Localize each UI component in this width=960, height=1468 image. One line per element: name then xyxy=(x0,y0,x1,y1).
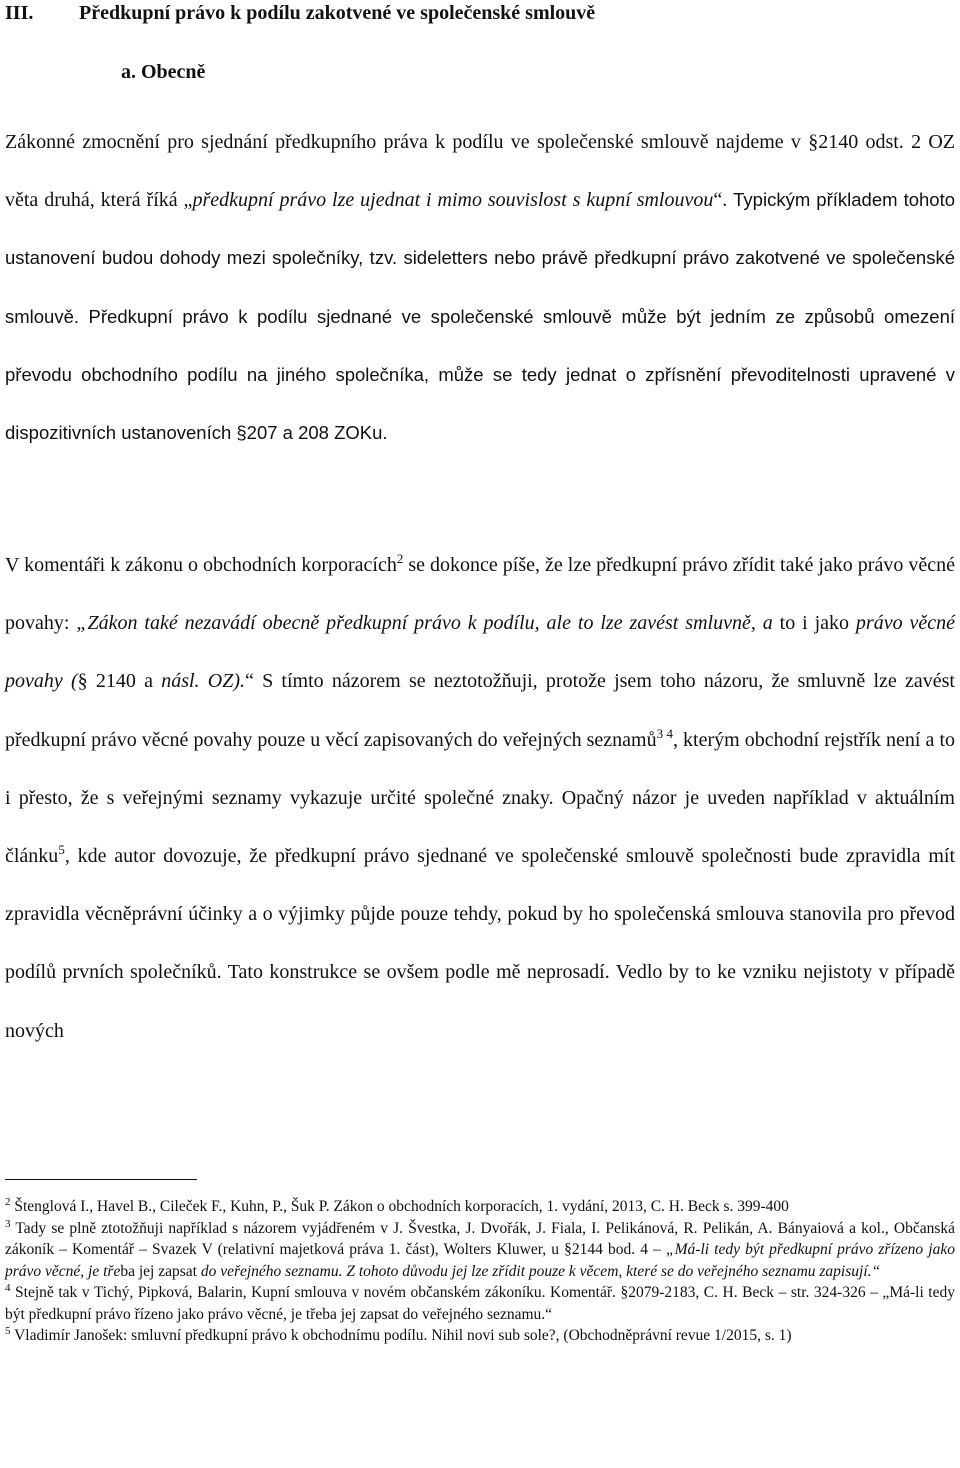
footnote-separator xyxy=(5,1179,197,1180)
paragraph-2-text-c: to i jako xyxy=(779,612,856,635)
paragraph-2-text-f: , kterým obchodní rejstřík není a to i přesto, že s veřejnými seznamy vykazuje určité společné znaky. Opačný názor je uveden například v aktuálním článku xyxy=(5,728,956,868)
footnote-5 xyxy=(5,1325,955,1347)
footnote-4 xyxy=(5,1282,955,1325)
paragraph-1-text-c: Typickým příkladem tohoto ustanovení budou dohody mezi společníky, tzv. sideletters nebo právě předkupní právo zakotvené ve společenské smlouvě. Předkupní právo k podílu sjednané ve společenské smlouvě může být jedním ze způsobů omezení převodu obchodního podílu na jiného společníka, může se tedy jednat o zpřísnění převoditelnosti upravené v dispozitivních ustanoveních §207 a 208 ZOKu. xyxy=(5,189,956,444)
footnote-ref-5[interactable]: 5 xyxy=(58,842,65,858)
paragraph-2 xyxy=(5,536,955,1060)
paragraph-1 xyxy=(5,113,955,462)
paragraph-1-text-b: “. xyxy=(713,189,734,212)
footnote-3 xyxy=(5,1218,955,1283)
footnote-2 xyxy=(5,1196,955,1218)
subsection-heading: a. Obecně xyxy=(121,61,206,83)
section-number: III. xyxy=(5,2,34,24)
footnote-4-text: Stejně tak v Tichý, Pipková, Balarin, Kupní smlouva v novém občanském zákoníku. Komentář. §2079-2183, C. H. Beck – str. 324-326 – „Má-li tedy být předkupní právo řízeno jako právo věcné, je třeba jej zapsat do veřejného seznamu.“ xyxy=(5,1284,955,1323)
footnote-5-number: 5 xyxy=(5,1325,11,1337)
footnote-ref-2[interactable]: 2 xyxy=(396,551,404,566)
footnote-ref-3-4[interactable]: 3 4 xyxy=(656,725,673,741)
footnote-4-number: 4 xyxy=(5,1282,11,1294)
footnote-3-number: 3 xyxy=(5,1217,11,1230)
paragraph-2-quote-c: násl. OZ). xyxy=(161,670,245,693)
section-title: Předkupní právo k podílu zakotvené ve společenské smlouvě xyxy=(79,2,596,24)
paragraph-2-text-g: , kde autor dovozuje, že předkupní právo sjednané ve společenské smlouvě společnosti bude zpravidla mít zpravidla věcněprávní účinky a o výjimky půjde pouze tehdy, pokud by ho společenská smlouva stanovila pro převod podílů prvních společníků. Tato konstrukce se ovšem podle mě neprosadí. Vedlo by to ke vzniku nejistoty v případě nových xyxy=(5,845,955,1042)
footnote-3-text-b: ba jej zapsat xyxy=(120,1262,201,1280)
paragraph-1-quote: předkupní právo lze ujednat i mimo souvislost s kupní smlouvou xyxy=(192,189,714,212)
paragraph-2-text-a: V komentáři k zákonu o obchodních korporacích xyxy=(5,554,397,576)
footnote-2-number: 2 xyxy=(5,1196,11,1208)
paragraph-2-quote-a: „Zákon také nezavádí obecně předkupní právo k podílu, ale to lze zavést smluvně, a xyxy=(76,612,780,635)
footnote-5-text: Vladimír Janošek: smluvní předkupní právo k obchodnímu podílu. Nihil novi sub sole?, (Obchodněprávní revue 1/2015, s. 1) xyxy=(10,1327,792,1344)
footnote-3-quote-b: do veřejného seznamu. Z tohoto důvodu jej lze zřídit pouze k věcem, které se do veřejného seznamu zapisují.“ xyxy=(200,1262,881,1280)
paragraph-2-quote-b: právo věcné povahy ( xyxy=(5,612,956,693)
paragraph-2-text-b: se dokonce píše, že lze předkupní právo zřídit také jako právo věcné povahy: xyxy=(5,554,955,635)
section-heading xyxy=(5,0,595,26)
paragraph-1-text-a: Zákonné zmocnění pro sjednání předkupního práva k podílu ve společenské smlouvě najdeme v §2140 odst. 2 OZ věta druhá, která říká „ xyxy=(5,131,955,212)
paragraph-2-text-e: “ S tímto názorem se neztotožňuji, protože jsem toho názoru, že smluvně lze zavést předkupní právo věcné povahy pouze u věcí zapisovaných do veřejných seznamů xyxy=(5,670,955,751)
paragraph-2-text-d: § 2140 a xyxy=(77,670,162,693)
footnote-2-text: Štenglová I., Havel B., Cileček F., Kuhn, P., Šuk P. Zákon o obchodních korporacích, 1. vydání, 2013, C. H. Beck s. 399-400 xyxy=(10,1198,789,1215)
footnote-3-quote-a: „Má-li tedy být předkupní právo zřízeno jako právo věcné, je tře xyxy=(5,1241,955,1280)
footnotes xyxy=(5,1196,955,1347)
footnote-3-text: Tady se plně ztotožňuji například s názorem vyjádřeném v J. Švestka, J. Dvořák, J. Fiala, I. Pelikánová, R. Pelikán, A. Bányaiová a kol., Občanská zákoník – Komentář – Svazek V (relativní majetková práva 1. část), Wolters Kluwer, u §2144 bod. 4 – xyxy=(5,1219,955,1258)
